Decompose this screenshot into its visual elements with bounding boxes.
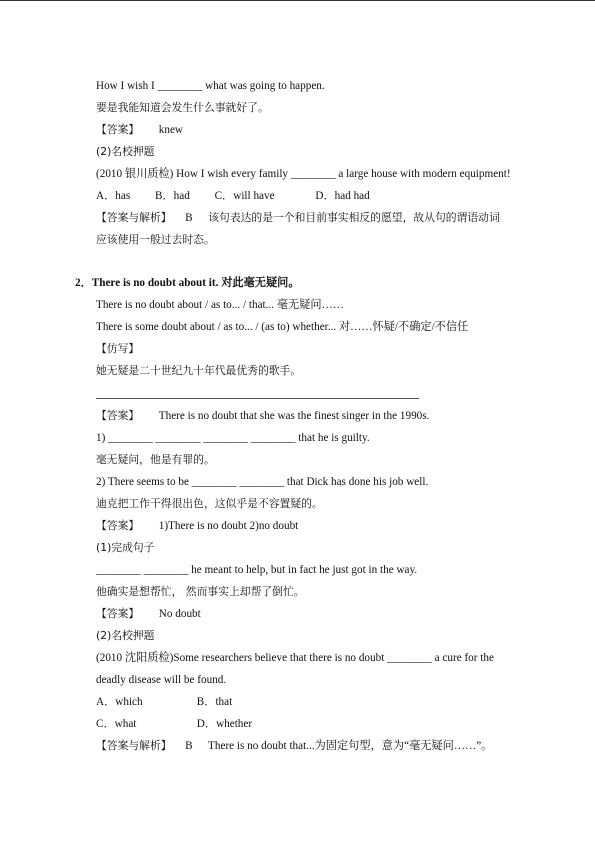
explanation-line: [96, 739, 492, 753]
option-d: D．had had: [315, 190, 370, 202]
answer-text: No doubt: [158, 608, 201, 620]
answer-line: [96, 409, 429, 423]
explanation-text: There is no doubt that...为固定句型，意为“毫无疑问……”。: [208, 740, 493, 752]
answer-text: There is no doubt that she was the finest singer in the 1990s.: [158, 410, 430, 422]
exam-question-continued: deadly disease will be found.: [96, 674, 227, 686]
explanation-label: 【答案与解析】: [96, 739, 172, 752]
options-line: [96, 717, 252, 731]
option-b: B．that: [196, 696, 233, 708]
answer-line: [96, 607, 201, 621]
translation: 要是我能知道会发生什么事就好了。: [96, 101, 269, 114]
translation: 他确实是想帮忙， 然而事实上却帮了倒忙。: [96, 585, 305, 598]
exercise-sentence: 1) ________ ________ ________ ________ that he is guilty.: [96, 432, 370, 444]
options-line: [96, 695, 232, 709]
exam-question: (2010 沈阳质检)Some researchers believe that there is no doubt ________ a cure for the: [96, 652, 494, 664]
explanation-label: 【答案与解析】: [96, 211, 172, 224]
answer-label: 【答案】: [96, 519, 140, 532]
option-b: B．had: [154, 190, 190, 202]
answer-line: [96, 123, 183, 137]
answer-label: 【答案】: [96, 409, 140, 422]
header-rule: [0, 0, 595, 1]
options-line: [96, 189, 370, 203]
imitation-label: 【仿写】: [96, 342, 140, 355]
translation: 迪克把工作干得很出色，这似乎是不容置疑的。: [96, 497, 323, 510]
section-heading: (2)名校押题: [96, 145, 155, 158]
exercise-sentence: ________ ________ he meant to help, but in fact he just got in the way.: [96, 564, 418, 576]
exercise-sentence: 2) There seems to be ________ ________ that Dick has done his job well.: [96, 476, 429, 488]
section-heading: (2)名校押题: [96, 629, 155, 642]
exercise-sentence: How I wish I ________ what was going to happen.: [96, 80, 325, 92]
answer-line: [96, 519, 298, 533]
answer-label: 【答案】: [96, 123, 140, 136]
translation: 毫无疑问，他是有罪的。: [96, 453, 215, 466]
explanation-continued: 应该使用一般过去时态。: [96, 233, 215, 246]
answer-blank-rule: [96, 398, 419, 399]
answer-text: knew: [158, 124, 184, 136]
section-2-heading: 2．There is no doubt about it. 对此毫无疑问。: [75, 277, 300, 289]
answer-label: 【答案】: [96, 607, 140, 620]
answer-text: 1)There is no doubt 2)no doubt: [158, 520, 299, 532]
option-a: A．which: [96, 696, 143, 708]
exam-question: (2010 银川质检) How I wish every family ________ a large house with modern equipment!: [96, 168, 511, 180]
explanation-text: 该句表达的是一个和目前事实相反的愿望，故从句的谓语动词: [208, 211, 500, 224]
explanation-answer: B: [185, 740, 193, 752]
explanation-answer: B: [185, 212, 193, 224]
pattern-line: There is some doubt about / as to... / (as to) whether... 对……怀疑/不确定/不信任: [96, 321, 469, 333]
imitation-prompt: 她无疑是二十世纪九十年代最优秀的歌手。: [96, 364, 302, 377]
option-a: A．has: [96, 190, 131, 202]
option-d: D．whether: [196, 718, 253, 730]
explanation-line: [96, 211, 500, 225]
section-heading: (1)完成句子: [96, 541, 155, 554]
pattern-line: There is no doubt about / as to... / that... 毫无疑问……: [96, 299, 344, 311]
option-c: C．what: [96, 718, 137, 730]
option-c: C．will have: [214, 190, 275, 202]
